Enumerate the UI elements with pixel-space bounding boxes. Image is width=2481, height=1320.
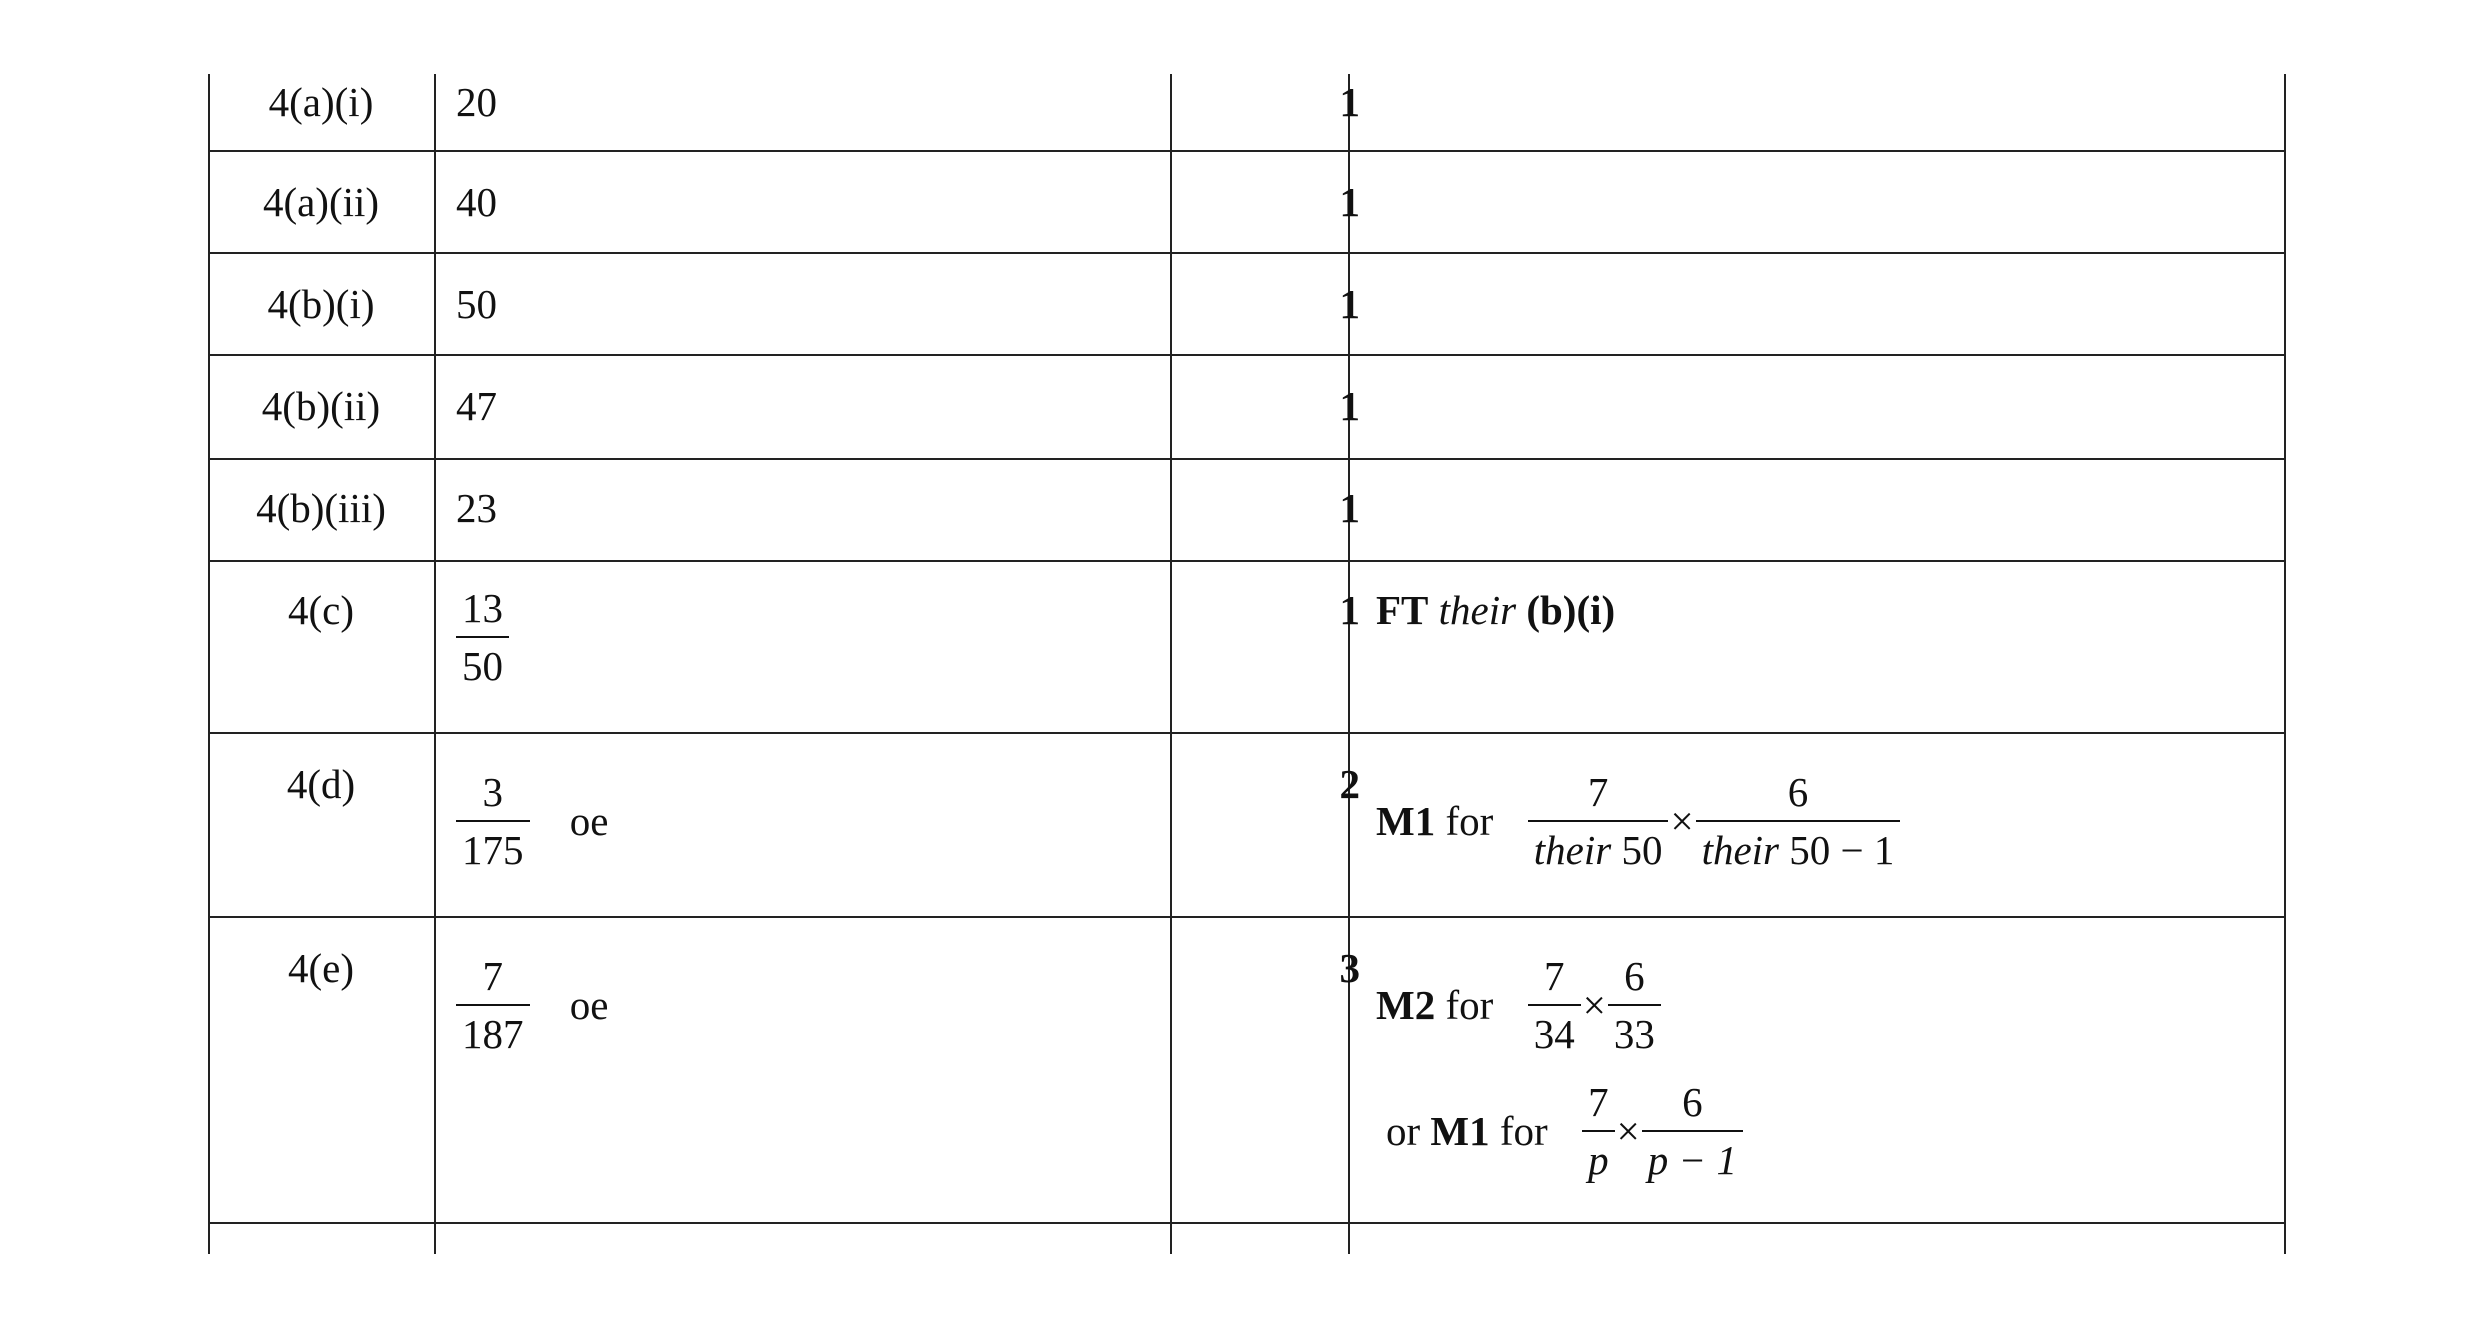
fraction-numerator: 6: [1787, 769, 1809, 815]
ft-reference: (b)(i): [1526, 587, 1616, 633]
method-fraction-2: [1608, 948, 1661, 1062]
their-label: their: [1701, 827, 1780, 873]
fraction-denominator: 187: [456, 1004, 530, 1062]
denominator-value: 50 − 1: [1789, 827, 1895, 873]
times-sign: ×: [1670, 798, 1694, 844]
answer-fraction: [456, 580, 509, 694]
fraction-denominator: p − 1: [1642, 1130, 1743, 1188]
their-label: their: [1533, 827, 1612, 873]
row-rule: [208, 354, 2286, 356]
method-fraction-1: [1528, 764, 1669, 878]
col-rule-answer: [1170, 74, 1172, 1254]
fraction-numerator: 7: [1587, 769, 1609, 815]
answer-cell: 23: [456, 485, 497, 531]
answer-cell: [456, 764, 608, 878]
answer-cell: 47: [456, 383, 497, 429]
marks-cell: 1: [1339, 179, 1360, 225]
marks-cell: 3: [1339, 945, 1360, 991]
question-number: 4(e): [287, 945, 354, 991]
row-rule: [208, 560, 2286, 562]
or-label: or: [1386, 1108, 1421, 1154]
fraction-denominator: [1528, 820, 1669, 878]
times-sign: ×: [1616, 1108, 1640, 1154]
method-mark-label: M2: [1376, 982, 1436, 1028]
col-rule-marks: [1348, 74, 1350, 1254]
fraction-denominator: 33: [1608, 1004, 1661, 1062]
fraction-denominator: p: [1582, 1130, 1615, 1188]
answer-cell: 20: [456, 79, 497, 125]
fraction-denominator: 175: [456, 820, 530, 878]
for-label: for: [1445, 798, 1494, 844]
oe-label: oe: [569, 798, 609, 844]
ft-label: FT: [1376, 587, 1429, 633]
answer-cell: [456, 948, 608, 1062]
row-rule: [208, 458, 2286, 460]
col-rule-question: [434, 74, 436, 1254]
fraction-numerator: 7: [482, 953, 503, 999]
row-rule: [208, 150, 2286, 152]
times-sign: ×: [1582, 982, 1606, 1028]
method-mark-label: M1: [1430, 1108, 1490, 1154]
fraction-numerator: 6: [1682, 1079, 1703, 1125]
row-rule: [208, 252, 2286, 254]
fraction-numerator: 7: [1544, 953, 1565, 999]
marks-cell: 1: [1339, 485, 1360, 531]
method-fraction-1: [1528, 948, 1581, 1062]
method-fraction-1: [1582, 1074, 1615, 1188]
answer-cell: 40: [456, 179, 497, 225]
answer-fraction: [456, 948, 530, 1062]
answer-cell: [456, 580, 509, 694]
marks-cell: 2: [1339, 761, 1360, 807]
fraction-numerator: 13: [462, 585, 503, 631]
question-number: 4(b)(iii): [256, 485, 386, 531]
guidance-cell: [1376, 586, 1615, 634]
denominator-value: 50: [1621, 827, 1663, 873]
answer-fraction: [456, 764, 530, 878]
question-number: 4(b)(i): [267, 281, 375, 327]
answer-cell: 50: [456, 281, 497, 327]
question-number: 4(a)(i): [268, 79, 374, 125]
fraction-numerator: 6: [1624, 953, 1645, 999]
for-label: for: [1445, 982, 1494, 1028]
marks-cell: 1: [1339, 383, 1360, 429]
question-number: 4(c): [287, 587, 354, 633]
row-rule: [208, 916, 2286, 918]
fraction-denominator: 34: [1528, 1004, 1581, 1062]
question-number: 4(b)(ii): [261, 383, 381, 429]
guidance-line-2: [1386, 1074, 1743, 1188]
fraction-numerator: 3: [482, 769, 503, 815]
method-mark-label: M1: [1376, 798, 1436, 844]
oe-label: oe: [569, 982, 609, 1028]
fraction-denominator: [1696, 820, 1901, 878]
guidance-line-1: [1376, 948, 1661, 1062]
their-label: their: [1438, 587, 1517, 633]
question-number: 4(d): [286, 761, 356, 807]
fraction-numerator: 7: [1588, 1079, 1609, 1125]
question-number: 4(a)(ii): [262, 179, 380, 225]
method-fraction-2: [1696, 764, 1901, 878]
for-label: for: [1499, 1108, 1548, 1154]
marks-cell: 1: [1339, 281, 1360, 327]
mark-scheme-table: [208, 74, 2286, 1254]
row-rule: [208, 1222, 2286, 1224]
method-fraction-2: [1642, 1074, 1743, 1188]
marks-cell: 1: [1339, 587, 1360, 633]
marks-cell: 1: [1339, 79, 1360, 125]
col-rule-left: [208, 74, 210, 1254]
fraction-denominator: 50: [456, 636, 509, 694]
row-rule: [208, 732, 2286, 734]
guidance-cell: [1376, 764, 1900, 878]
col-rule-right: [2284, 74, 2286, 1254]
